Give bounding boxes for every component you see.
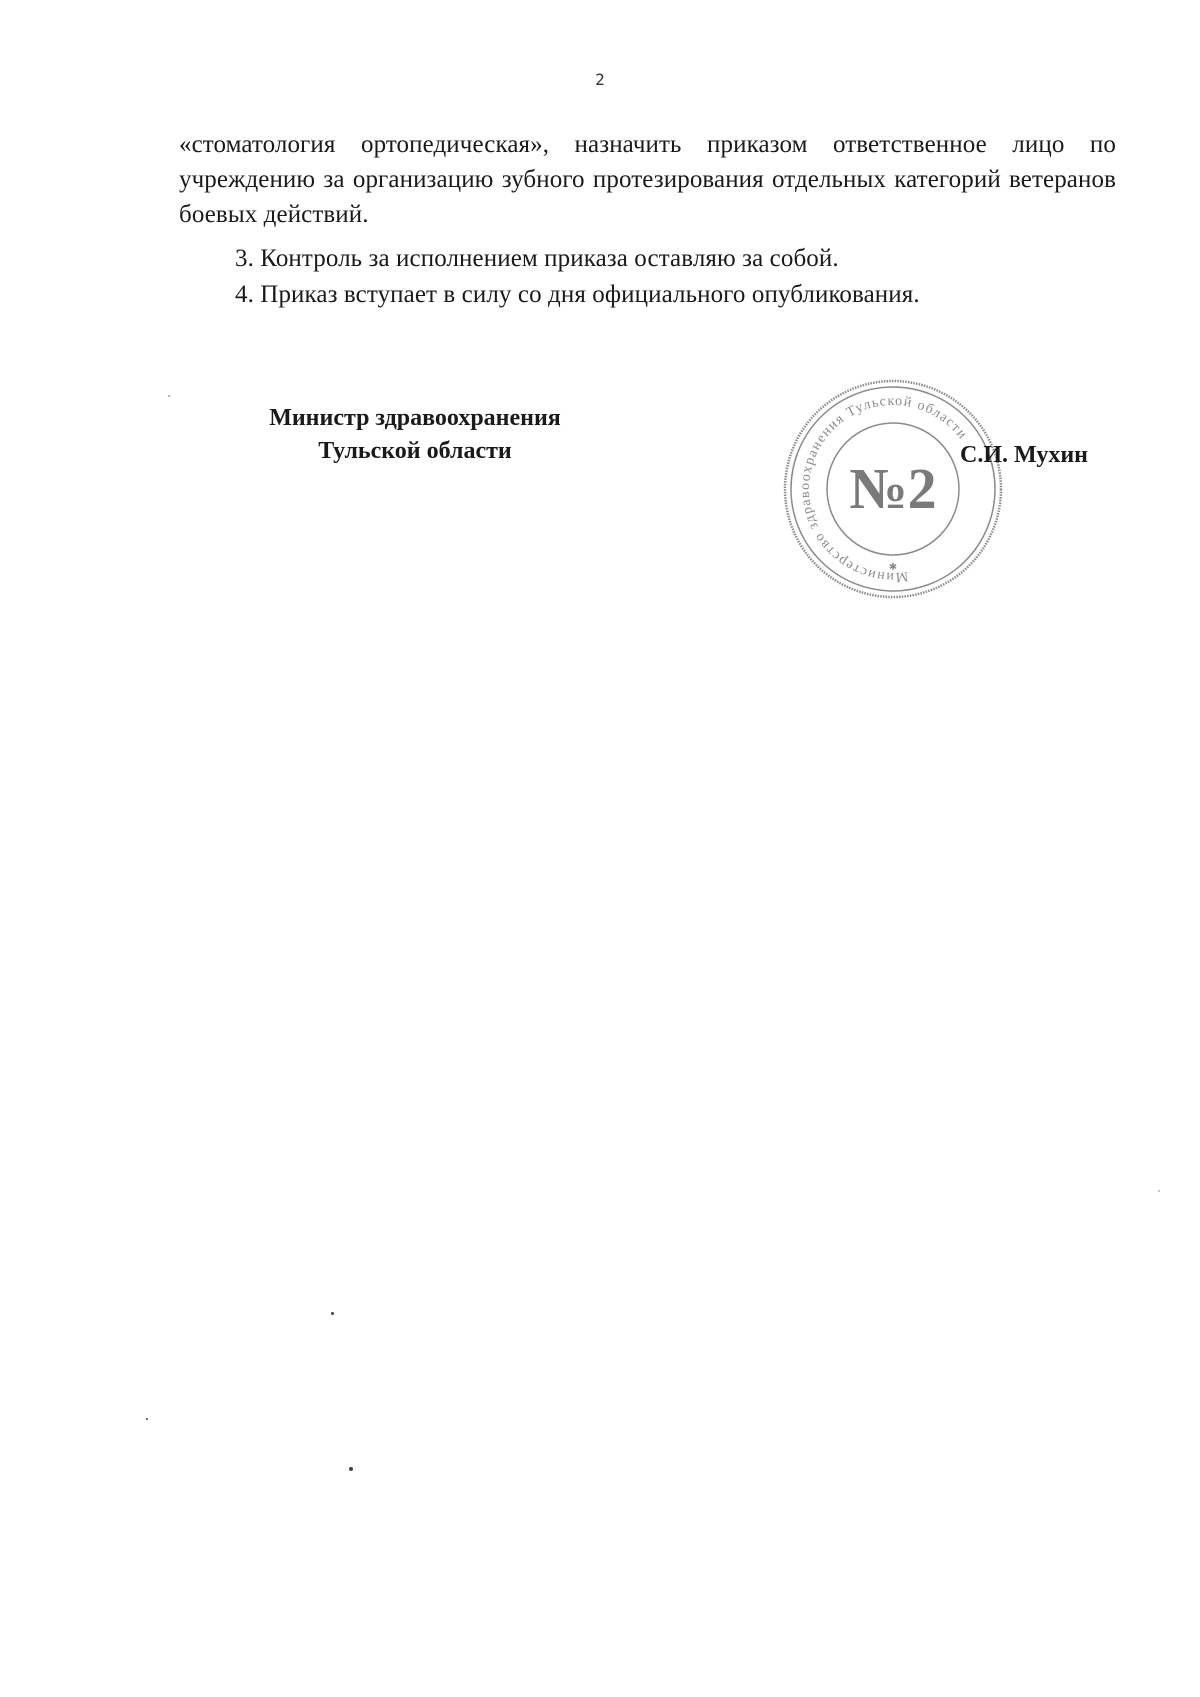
- seal-ring-text-path: Министерство здравоохранения Тульской области: [797, 393, 971, 585]
- paragraph-continued: «стоматология ортопедическая», назначить приказом ответственное лицо по учреждению за организацию зубного протезирования отдельных категорий ветеранов боевых действий.: [179, 131, 1116, 228]
- signer-position-line-1: Министр здравоохранения: [269, 405, 561, 431]
- paragraph-item-4: 4. Приказ вступает в силу со дня официального опубликования.: [235, 281, 920, 308]
- signer-position-line-2: Тульской области: [318, 438, 512, 464]
- seal-star-icon: ✱: [888, 562, 898, 573]
- scan-speck: [1158, 1190, 1160, 1192]
- page-number: 2: [595, 70, 605, 89]
- scan-speck: [168, 395, 170, 397]
- signer-name: С.И. Мухин: [960, 442, 1088, 468]
- seal-center-text: №2: [849, 456, 937, 521]
- scan-speck: [331, 1312, 334, 1315]
- scan-speck: [349, 1467, 353, 1471]
- paragraph-item-3: 3. Контроль за исполнением приказа оставляю за собой.: [235, 245, 839, 272]
- signer-position: [230, 402, 600, 468]
- official-seal: [780, 376, 1006, 602]
- scan-speck: [146, 1418, 148, 1420]
